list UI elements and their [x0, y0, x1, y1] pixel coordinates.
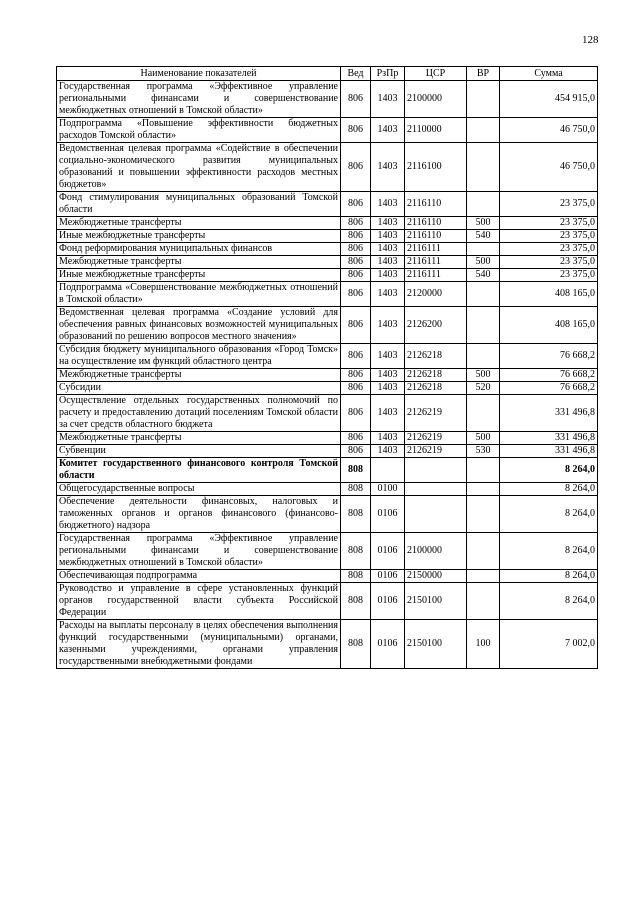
- row-csr: 2150100: [405, 620, 467, 669]
- row-vr: 500: [467, 432, 500, 445]
- row-name: Субсидия бюджету муниципального образования «Город Томск» на осуществление им функций областного центра: [57, 344, 341, 369]
- row-ved: 806: [341, 118, 371, 143]
- page-number: 128: [582, 34, 599, 46]
- row-name: Общегосударственные вопросы: [57, 483, 341, 496]
- row-ved: 806: [341, 256, 371, 269]
- row-ved: 806: [341, 369, 371, 382]
- row-csr: 2126218: [405, 369, 467, 382]
- row-name: Фонд стимулирования муниципальных образований Томской области: [57, 192, 341, 217]
- row-rzpr: 0106: [371, 533, 405, 570]
- row-vr: [467, 395, 500, 432]
- table-row: [57, 269, 598, 282]
- row-sum: 7 002,0: [500, 620, 598, 669]
- row-sum: 76 668,2: [500, 382, 598, 395]
- row-ved: 806: [341, 217, 371, 230]
- header-vr: ВР: [467, 67, 500, 81]
- row-vr: [467, 483, 500, 496]
- row-vr: [467, 458, 500, 483]
- table-row: [57, 458, 598, 483]
- row-vr: [467, 143, 500, 192]
- row-vr: [467, 192, 500, 217]
- header-rzpr: РзПр: [371, 67, 405, 81]
- row-csr: 2126219: [405, 395, 467, 432]
- table-row: [57, 230, 598, 243]
- row-rzpr: 0100: [371, 483, 405, 496]
- row-rzpr: 1403: [371, 344, 405, 369]
- row-name: Обеспечение деятельности финансовых, налоговых и таможенных органов и органов финансового (финансово-бюджетного) надзора: [57, 496, 341, 533]
- budget-table: [56, 66, 598, 669]
- row-ved: 808: [341, 620, 371, 669]
- row-name: Расходы на выплаты персоналу в целях обеспечения выполнения функций государственными (муниципальными) органами, казенными учреждениями, органами управления государственными внебюджетными фондами: [57, 620, 341, 669]
- row-csr: 2100000: [405, 533, 467, 570]
- table-row: [57, 369, 598, 382]
- row-name: Фонд реформирования муниципальных финансов: [57, 243, 341, 256]
- row-ved: 806: [341, 445, 371, 458]
- row-csr: [405, 458, 467, 483]
- row-ved: 806: [341, 344, 371, 369]
- row-name: Комитет государственного финансового контроля Томской области: [57, 458, 341, 483]
- table-row: [57, 81, 598, 118]
- row-rzpr: 1403: [371, 432, 405, 445]
- row-name: Ведомственная целевая программа «Создание условий для обеспечения равных финансовых возможностей муниципальных образований по решению вопросов местного значения»: [57, 307, 341, 344]
- row-rzpr: 0106: [371, 496, 405, 533]
- row-ved: 808: [341, 483, 371, 496]
- row-csr: 2116100: [405, 143, 467, 192]
- row-vr: 500: [467, 256, 500, 269]
- row-csr: 2116110: [405, 192, 467, 217]
- row-ved: 806: [341, 432, 371, 445]
- table-row: [57, 483, 598, 496]
- row-sum: 8 264,0: [500, 458, 598, 483]
- row-rzpr: 0106: [371, 620, 405, 669]
- row-sum: 23 375,0: [500, 243, 598, 256]
- row-ved: 806: [341, 230, 371, 243]
- row-ved: 808: [341, 458, 371, 483]
- row-rzpr: 1403: [371, 395, 405, 432]
- row-csr: 2126200: [405, 307, 467, 344]
- row-sum: 23 375,0: [500, 217, 598, 230]
- row-csr: 2116111: [405, 269, 467, 282]
- row-rzpr: 1403: [371, 282, 405, 307]
- header-name: Наименование показателей: [57, 67, 341, 81]
- table-row: [57, 583, 598, 620]
- row-rzpr: 1403: [371, 81, 405, 118]
- header-sum: Сумма: [500, 67, 598, 81]
- row-vr: [467, 496, 500, 533]
- table-body: [57, 81, 598, 669]
- row-sum: 8 264,0: [500, 496, 598, 533]
- table-row: [57, 282, 598, 307]
- table-row: [57, 192, 598, 217]
- row-rzpr: 1403: [371, 243, 405, 256]
- row-csr: 2116111: [405, 243, 467, 256]
- row-vr: 100: [467, 620, 500, 669]
- table-row: [57, 143, 598, 192]
- row-sum: 454 915,0: [500, 81, 598, 118]
- table-row: [57, 382, 598, 395]
- row-csr: 2110000: [405, 118, 467, 143]
- table-row: [57, 570, 598, 583]
- row-sum: 8 264,0: [500, 533, 598, 570]
- header-csr: ЦСР: [405, 67, 467, 81]
- row-rzpr: 1403: [371, 445, 405, 458]
- row-name: Межбюджетные трансферты: [57, 369, 341, 382]
- row-name: Государственная программа «Эффективное управление региональными финансами и совершенствование межбюджетных отношений в Томской области»: [57, 81, 341, 118]
- table-row: [57, 620, 598, 669]
- row-vr: 500: [467, 217, 500, 230]
- row-vr: [467, 282, 500, 307]
- row-rzpr: 1403: [371, 307, 405, 344]
- row-rzpr: 1403: [371, 269, 405, 282]
- row-sum: 331 496,8: [500, 432, 598, 445]
- row-rzpr: 1403: [371, 143, 405, 192]
- table-row: [57, 307, 598, 344]
- row-vr: [467, 344, 500, 369]
- row-vr: [467, 583, 500, 620]
- row-name: Государственная программа «Эффективное управление региональными финансами и совершенствование межбюджетных отношений в Томской области»: [57, 533, 341, 570]
- row-ved: 806: [341, 269, 371, 282]
- row-sum: 23 375,0: [500, 192, 598, 217]
- table-row: [57, 395, 598, 432]
- row-vr: [467, 533, 500, 570]
- table-row: [57, 217, 598, 230]
- row-csr: 2126218: [405, 382, 467, 395]
- row-ved: 808: [341, 496, 371, 533]
- table-row: [57, 118, 598, 143]
- row-vr: 530: [467, 445, 500, 458]
- header-ved: Вед: [341, 67, 371, 81]
- row-sum: 23 375,0: [500, 230, 598, 243]
- row-vr: [467, 570, 500, 583]
- table-row: [57, 533, 598, 570]
- row-name: Подпрограмма «Совершенствование межбюджетных отношений в Томской области»: [57, 282, 341, 307]
- row-csr: 2100000: [405, 81, 467, 118]
- row-rzpr: 1403: [371, 256, 405, 269]
- row-name: Субсидии: [57, 382, 341, 395]
- row-name: Обеспечивающая подпрограмма: [57, 570, 341, 583]
- row-ved: 806: [341, 81, 371, 118]
- row-name: Ведомственная целевая программа «Содействие в обеспечении социально-экономического развития муниципальных образований и повышении эффективности расходов местных бюджетов»: [57, 143, 341, 192]
- row-rzpr: 1403: [371, 118, 405, 143]
- row-ved: 806: [341, 282, 371, 307]
- row-ved: 808: [341, 583, 371, 620]
- row-vr: [467, 118, 500, 143]
- row-sum: 8 264,0: [500, 570, 598, 583]
- row-sum: 46 750,0: [500, 118, 598, 143]
- row-vr: 500: [467, 369, 500, 382]
- row-csr: 2126219: [405, 432, 467, 445]
- row-ved: 806: [341, 382, 371, 395]
- row-ved: 808: [341, 533, 371, 570]
- row-csr: [405, 483, 467, 496]
- row-vr: [467, 81, 500, 118]
- row-vr: 540: [467, 230, 500, 243]
- row-csr: 2126219: [405, 445, 467, 458]
- row-name: Иные межбюджетные трансферты: [57, 230, 341, 243]
- row-ved: 806: [341, 243, 371, 256]
- row-name: Межбюджетные трансферты: [57, 432, 341, 445]
- row-vr: [467, 307, 500, 344]
- row-csr: 2150000: [405, 570, 467, 583]
- row-rzpr: 1403: [371, 382, 405, 395]
- row-csr: 2150100: [405, 583, 467, 620]
- row-csr: 2126218: [405, 344, 467, 369]
- row-name: Подпрограмма «Повышение эффективности бюджетных расходов Томской области»: [57, 118, 341, 143]
- row-name: Осуществление отдельных государственных полномочий по расчету и предоставлению дотаций поселениям Томской области за счет средств областного бюджета: [57, 395, 341, 432]
- row-rzpr: 0106: [371, 583, 405, 620]
- row-sum: 408 165,0: [500, 307, 598, 344]
- row-ved: 808: [341, 570, 371, 583]
- row-vr: 540: [467, 269, 500, 282]
- row-rzpr: 1403: [371, 230, 405, 243]
- table-row: [57, 243, 598, 256]
- table-row: [57, 496, 598, 533]
- table-row: [57, 344, 598, 369]
- row-name: Субвенции: [57, 445, 341, 458]
- row-sum: 76 668,2: [500, 369, 598, 382]
- row-sum: 408 165,0: [500, 282, 598, 307]
- row-ved: 806: [341, 143, 371, 192]
- row-rzpr: [371, 458, 405, 483]
- row-ved: 806: [341, 395, 371, 432]
- row-ved: 806: [341, 307, 371, 344]
- row-sum: 23 375,0: [500, 269, 598, 282]
- row-csr: [405, 496, 467, 533]
- row-sum: 46 750,0: [500, 143, 598, 192]
- row-ved: 806: [341, 192, 371, 217]
- table-row: [57, 256, 598, 269]
- row-sum: 331 496,8: [500, 445, 598, 458]
- row-name: Руководство и управление в сфере установленных функций органов государственной власти субъекта Российской Федерации: [57, 583, 341, 620]
- table-row: [57, 445, 598, 458]
- row-csr: 2116110: [405, 217, 467, 230]
- row-vr: 520: [467, 382, 500, 395]
- row-name: Межбюджетные трансферты: [57, 256, 341, 269]
- table-header-row: [57, 67, 598, 81]
- row-vr: [467, 243, 500, 256]
- row-rzpr: 1403: [371, 192, 405, 217]
- row-rzpr: 1403: [371, 217, 405, 230]
- table-row: [57, 432, 598, 445]
- row-sum: 76 668,2: [500, 344, 598, 369]
- row-csr: 2116110: [405, 230, 467, 243]
- row-rzpr: 1403: [371, 369, 405, 382]
- row-name: Межбюджетные трансферты: [57, 217, 341, 230]
- row-sum: 331 496,8: [500, 395, 598, 432]
- row-sum: 8 264,0: [500, 583, 598, 620]
- row-name: Иные межбюджетные трансферты: [57, 269, 341, 282]
- row-sum: 8 264,0: [500, 483, 598, 496]
- row-csr: 2120000: [405, 282, 467, 307]
- row-rzpr: 0106: [371, 570, 405, 583]
- row-sum: 23 375,0: [500, 256, 598, 269]
- row-csr: 2116111: [405, 256, 467, 269]
